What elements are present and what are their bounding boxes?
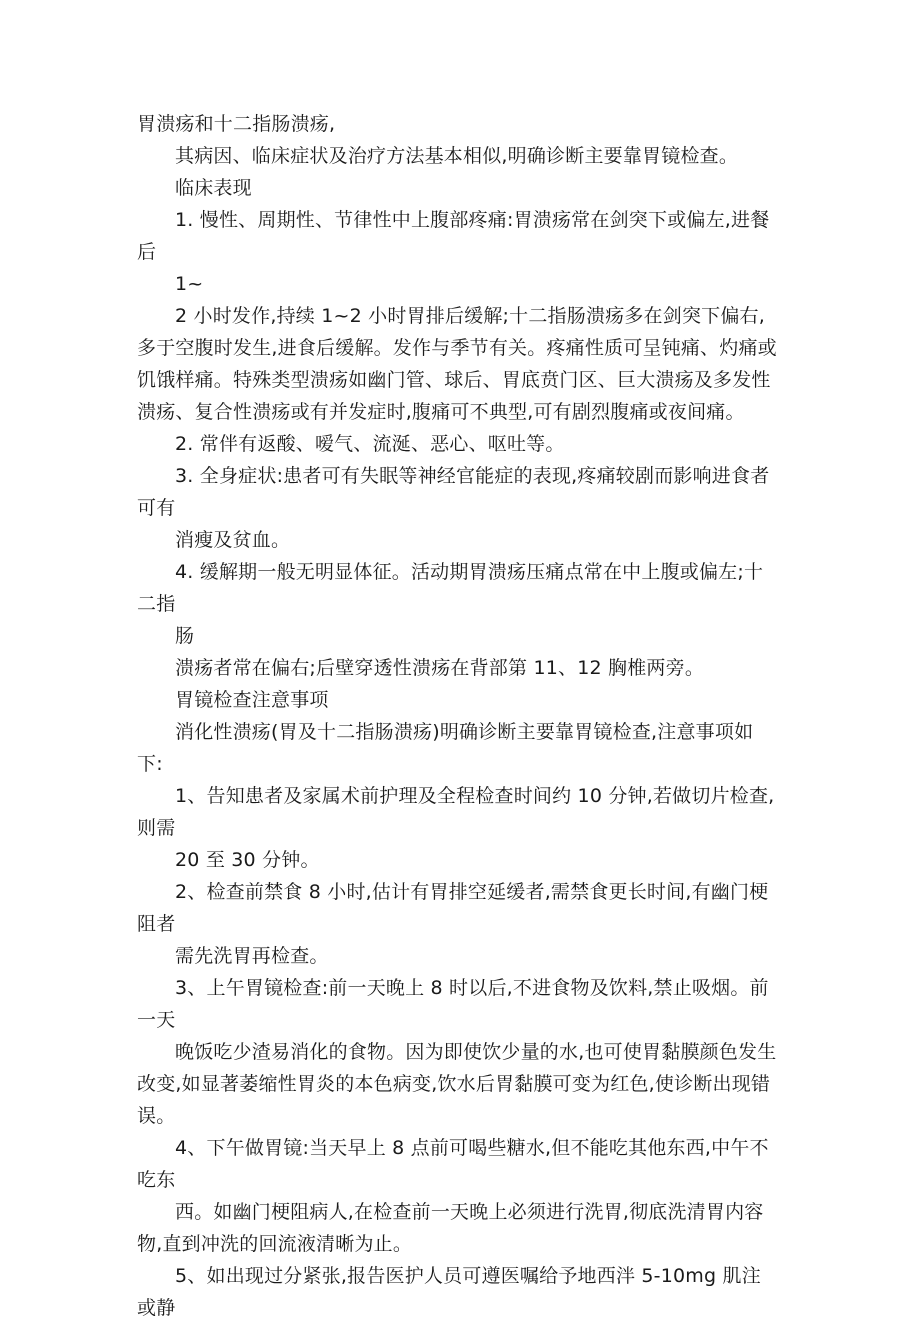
paragraph-step-3-cont: 晚饭吃少渣易消化的食物。因为即使饮少量的水,也可使胃黏膜颜色发生改变,如显著萎缩性胃炎的本色病变,饮水后胃黏膜可变为红色,使诊断出现错误。 [137,1041,777,1127]
paragraph-item-3: 3. 全身症状:患者可有失眠等神经官能症的表现,疼痛较剧而影响进食者可有 [137,465,770,519]
paragraph-step-2-cont: 需先洗胃再检查。 [175,945,329,967]
paragraph-step-2: 2、检查前禁食 8 小时,估计有胃排空延缓者,需禁食更长时间,有幽门梗阻者 [137,881,769,935]
document-body [137,108,777,1324]
paragraph-intro-body: 其病因、临床症状及治疗方法基本相似,明确诊断主要靠胃镜检查。 [175,145,739,167]
paragraph-step-4-cont: 西。如幽门梗阻病人,在检查前一天晚上必须进行洗胃,彻底洗清胃内容物,直到冲洗的回流液清晰为止。 [137,1201,764,1255]
section-heading-clinical: 临床表现 [175,177,252,199]
paragraph-item-1-cont-b: 2 小时发作,持续 1~2 小时胃排后缓解;十二指肠溃疡多在剑突下偏右,多于空腹时发生,进食后缓解。发作与季节有关。疼痛性质可呈钝痛、灼痛或饥饿样痛。特殊类型溃疡如幽门管、球后、胃底贲门区、巨大溃疡及多发性溃疡、复合性溃疡或有并发症时,腹痛可不典型,可有剧烈腹痛或夜间痛。 [137,305,777,423]
paragraph-intro-title: 胃溃疡和十二指肠溃疡, [137,113,336,135]
paragraph-step-1: 1、告知患者及家属术前护理及全程检查时间约 10 分钟,若做切片检查,则需 [137,785,775,839]
paragraph-item-1-cont-a: 1~ [175,273,204,295]
paragraph-step-3: 3、上午胃镜检查:前一天晚上 8 时以后,不进食物及饮料,禁止吸烟。前一天 [137,977,769,1031]
paragraph-item-4: 4. 缓解期一般无明显体征。活动期胃溃疡压痛点常在中上腹或偏左;十二指 [137,561,764,615]
paragraph-item-2: 2. 常伴有返酸、嗳气、流涎、恶心、呕吐等。 [175,433,565,455]
paragraph-step-4: 4、下午做胃镜:当天早上 8 点前可喝些糖水,但不能吃其他东西,中午不吃东 [137,1137,769,1191]
paragraph-item-4-cont-b: 溃疡者常在偏右;后壁穿透性溃疡在背部第 11、12 胸椎两旁。 [175,657,705,679]
paragraph-step-1-cont: 20 至 30 分钟。 [175,849,320,871]
paragraph-endoscopy-intro: 消化性溃疡(胃及十二指肠溃疡)明确诊断主要靠胃镜检查,注意事项如下: [137,721,754,775]
section-heading-endoscopy: 胃镜检查注意事项 [175,689,329,711]
paragraph-step-5: 5、如出现过分紧张,报告医护人员可遵医嘱给予地西泮 5-10mg 肌注或静 [137,1265,761,1319]
paragraph-item-4-cont-a: 肠 [175,625,195,647]
paragraph-item-3-cont: 消瘦及贫血。 [175,529,291,551]
paragraph-item-1: 1. 慢性、周期性、节律性中上腹部疼痛:胃溃疡常在剑突下或偏左,进餐后 [137,209,770,263]
